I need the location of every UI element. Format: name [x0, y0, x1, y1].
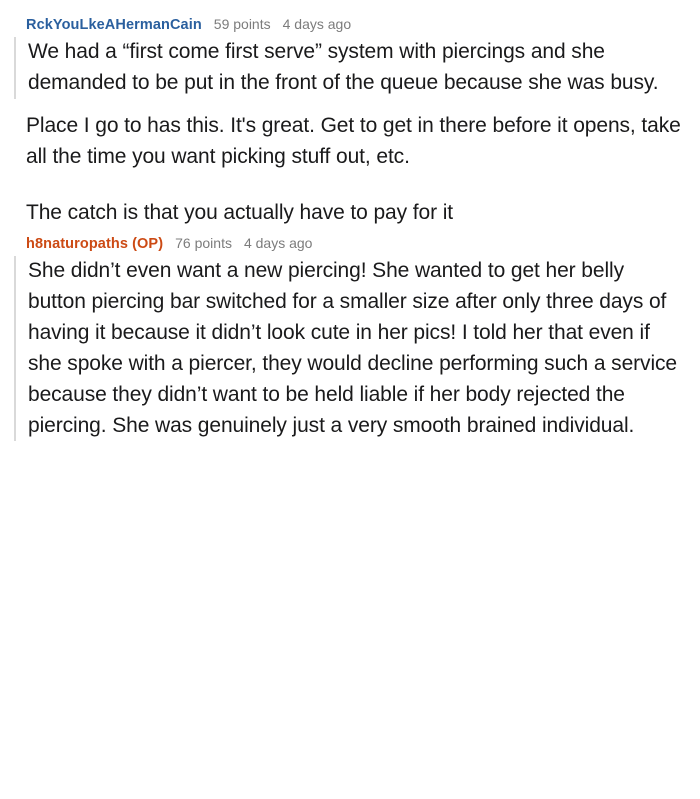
comment-header: [14, 235, 686, 256]
comment-item: [14, 235, 686, 441]
quoted-text: [14, 37, 686, 99]
comment-body: [14, 111, 686, 230]
comment-paragraph: Place I go to has this. It's great. Get to get in there before it opens, take all the time you want picking stuff out, etc.: [26, 113, 681, 168]
comment-paragraph: The catch is that you actually have to pay for it: [26, 201, 453, 225]
comment-author[interactable]: RckYouLkeAHermanCain: [26, 17, 202, 33]
comment-paragraph: She didn’t even want a new piercing! She wanted to get her belly button piercing bar switched for a smaller size after only three days of having it because it didn’t look cute in her pics! I told her that even if she spoke with a piercer, they would decline performing such a service because they didn’t want to be held liable if her body rejected the piercing. She was genuinely just a very smooth brained individual.: [28, 259, 678, 437]
comment-points: 76 points: [175, 235, 232, 252]
comment-timestamp: 4 days ago: [282, 16, 352, 32]
quote-paragraph: We had a “first come first serve” system with piercings and she demanded to be put in the front of the queue because she was busy.: [28, 40, 659, 94]
comment-points: 59 points: [213, 16, 271, 32]
spacer: [14, 99, 686, 111]
comment-item: [14, 16, 686, 229]
comment-author-op[interactable]: h8naturopaths (OP): [26, 236, 164, 253]
comment-header: [14, 16, 686, 37]
comment-body: [14, 256, 686, 441]
comment-timestamp: 4 days ago: [243, 235, 313, 252]
spacer: [26, 172, 686, 198]
